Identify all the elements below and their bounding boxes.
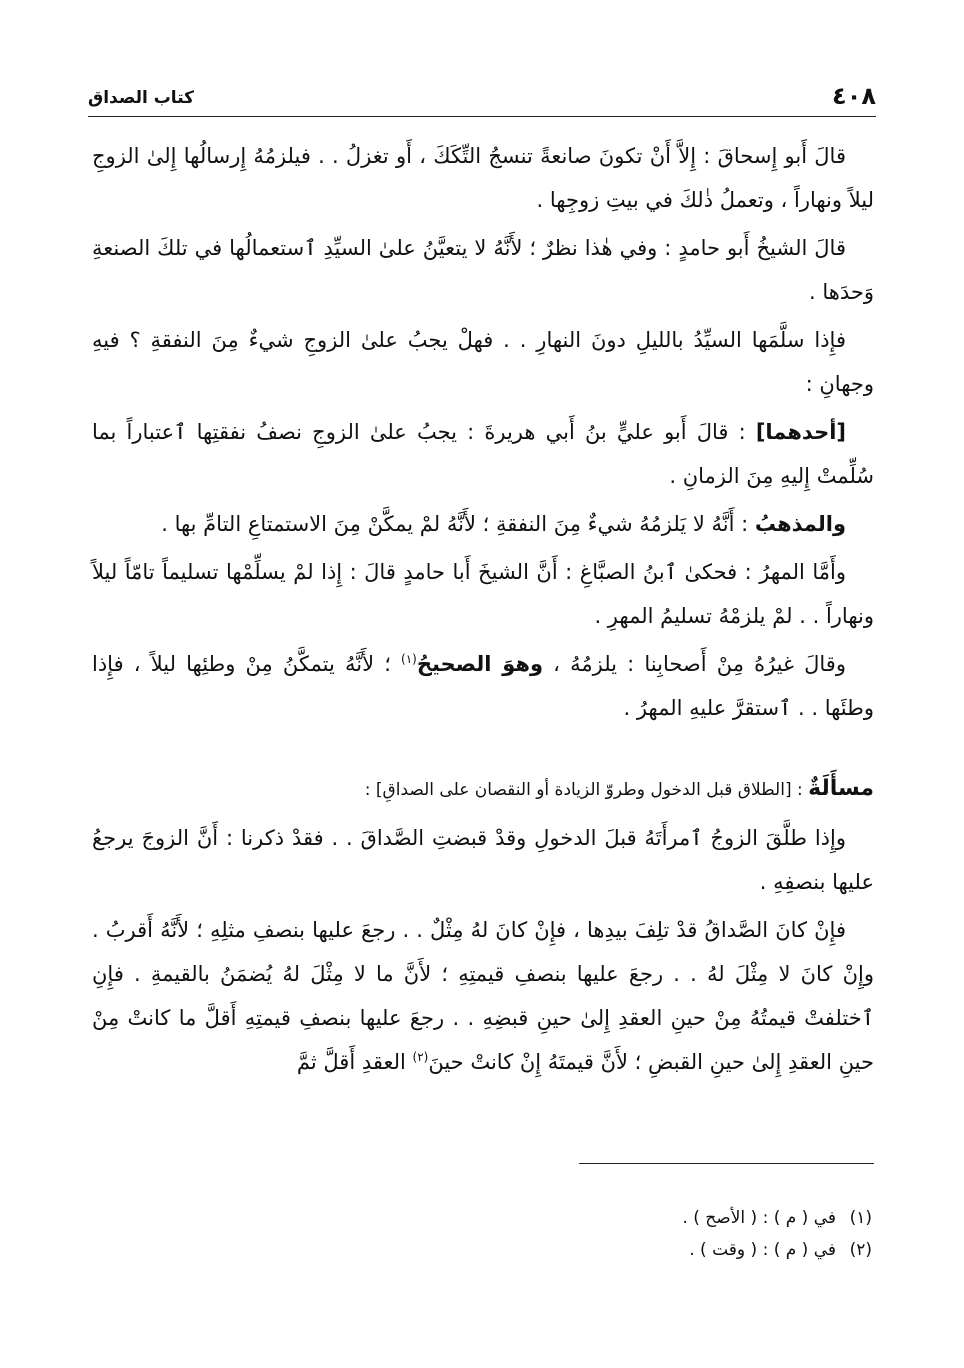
paragraph-text: فإِنْ كانَ الصَّداقُ قدْ تلِفَ بيدِها ، فإِنْ كانَ لهُ مِثْلٌ . . رجعَ عليها بنصفِ مثلِهِ ؛ لأَنَّهُ أَقربُ . وإِنْ كانَ لا مِثْلَ لهُ . . رجعَ عليها بنصفِ قيمتِهِ ؛ لأَنَّ ما لا مِثْلَ لهُ يُضمَنُ بالقيمةِ . فإِنِ ٱختلفتْ قيمتُهُ مِنْ حينِ العقدِ إِلىٰ حينِ قبضِهِ . . رجعَ عليها بنصفِ قيمتِهِ أَقلَّ ما كانتْ مِنْ حينِ العقدِ إِلىٰ حينِ القبضِ ؛ لأَنَّ قيمتَهُ إِنْ كانتْ حينَ — [92, 918, 874, 1074]
paragraph: فإِذا سلَّمَها السيِّدُ بالليلِ دونَ النهارِ . . فهلْ يجبُ علىٰ الزوجِ شيءٌ مِنَ النفقةِ ؟ فيهِ وجهانِ : — [92, 328, 874, 396]
footnote-number: (١) — [849, 1208, 872, 1228]
footnote-ref[interactable]: (٢) — [412, 1050, 429, 1064]
paragraph — [92, 502, 874, 546]
paragraph: قالَ أَبو إِسحاقَ : إِلاَّ أَنْ تكونَ صانعةً تنسجُ التِّكَكَ ، أَو تغزلُ . . فيلزمُهُ إِرسالُها إِلىٰ الزوجِ ليلاً ونهاراً ، وتعملُ ذٰلكَ في بيتِ زوجِها . — [92, 144, 874, 212]
footnote-ref[interactable]: (١) — [401, 652, 417, 666]
paragraph-text: وقالَ غيرُهُ مِنْ أَصحابِنا : يلزمُهُ ، — [543, 652, 846, 676]
paragraph — [92, 908, 874, 1084]
paragraph-emphasis: وهوَ الصحيحُ — [416, 652, 544, 676]
footnotes — [92, 1202, 872, 1266]
paragraph: وإِذا طلَّقَ الزوجُ ٱمرأَتَهُ قبلَ الدخولِ وقدْ قبضتِ الصَّداقَ . . فقدْ ذكرنا : أَنَّ الزوجَ يرجعُ عليها بنصفِهِ . — [92, 826, 874, 894]
paragraph: قالَ الشيخُ أَبو حامدٍ : وفي هٰذا نظرٌ ؛ لأَنَّهُ لا يتعيَّنُ علىٰ السيِّدِ ٱستعمالُها في تلكَ الصنعةِ وَحدَها . — [92, 236, 874, 304]
page-header — [88, 80, 876, 117]
footnote — [92, 1202, 872, 1234]
main-text — [92, 134, 874, 1088]
footnote — [92, 1234, 872, 1266]
masala-word: مسأَلَةٌ — [808, 776, 874, 801]
paragraph-text: ؛ لأَنَّهُ يتمكَّنُ مِنْ وطئِها ليلاً ، فإِذا وطئَها . . ٱستقرَّ عليهِ المهرُ . — [92, 652, 874, 720]
running-head: كتاب الصداق — [88, 88, 195, 108]
footnote-text: في ( م ) : ( وقت ) . — [689, 1240, 836, 1260]
section-heading — [92, 766, 874, 812]
paragraph — [92, 642, 874, 730]
paragraph-lead: [أحدهما] — [755, 420, 846, 444]
masala-title: : [الطلاق قبل الدخول وطروّ الزيادة أو النقصان على الصداقِ] : — [364, 780, 809, 800]
footnote-number: (٢) — [849, 1240, 872, 1260]
page-number: ٤٠٨ — [832, 82, 876, 110]
paragraph: وأَمَّا المهرُ : فحكىٰ ٱبنُ الصبَّاغِ : أَنَّ الشيخَ أَبا حامدٍ قالَ : إِذا لمْ يسلِّمْها تسليماً تامّاً ليلاً ونهاراً . . لمْ يلزمْهُ تسليمُ المهرِ . — [92, 560, 874, 628]
paragraph-text: : أَنَّهُ لا يَلزمُهُ شيءٌ مِنَ النفقةِ ؛ لأَنَّهُ لمْ يمكَّنْ مِنَ الاستمتاعِ التامِّ بها . — [161, 512, 755, 536]
footnote-text: في ( م ) : ( الأصح ) . — [682, 1208, 836, 1228]
paragraph-text: العقدِ أَقلَّ ثمَّ — [296, 1050, 413, 1074]
paragraph-text: : قالَ أَبو عليٍّ بنُ أَبي هريرةَ : يجبُ علىٰ الزوجِ نصفُ نفقتِها ٱعتباراً بما سُلِّمتْ إِليهِ مِنَ الزمانِ . — [92, 420, 874, 488]
footnote-divider — [579, 1163, 874, 1164]
paragraph-lead: والمذهبُ — [754, 512, 846, 536]
paragraph — [92, 410, 874, 498]
